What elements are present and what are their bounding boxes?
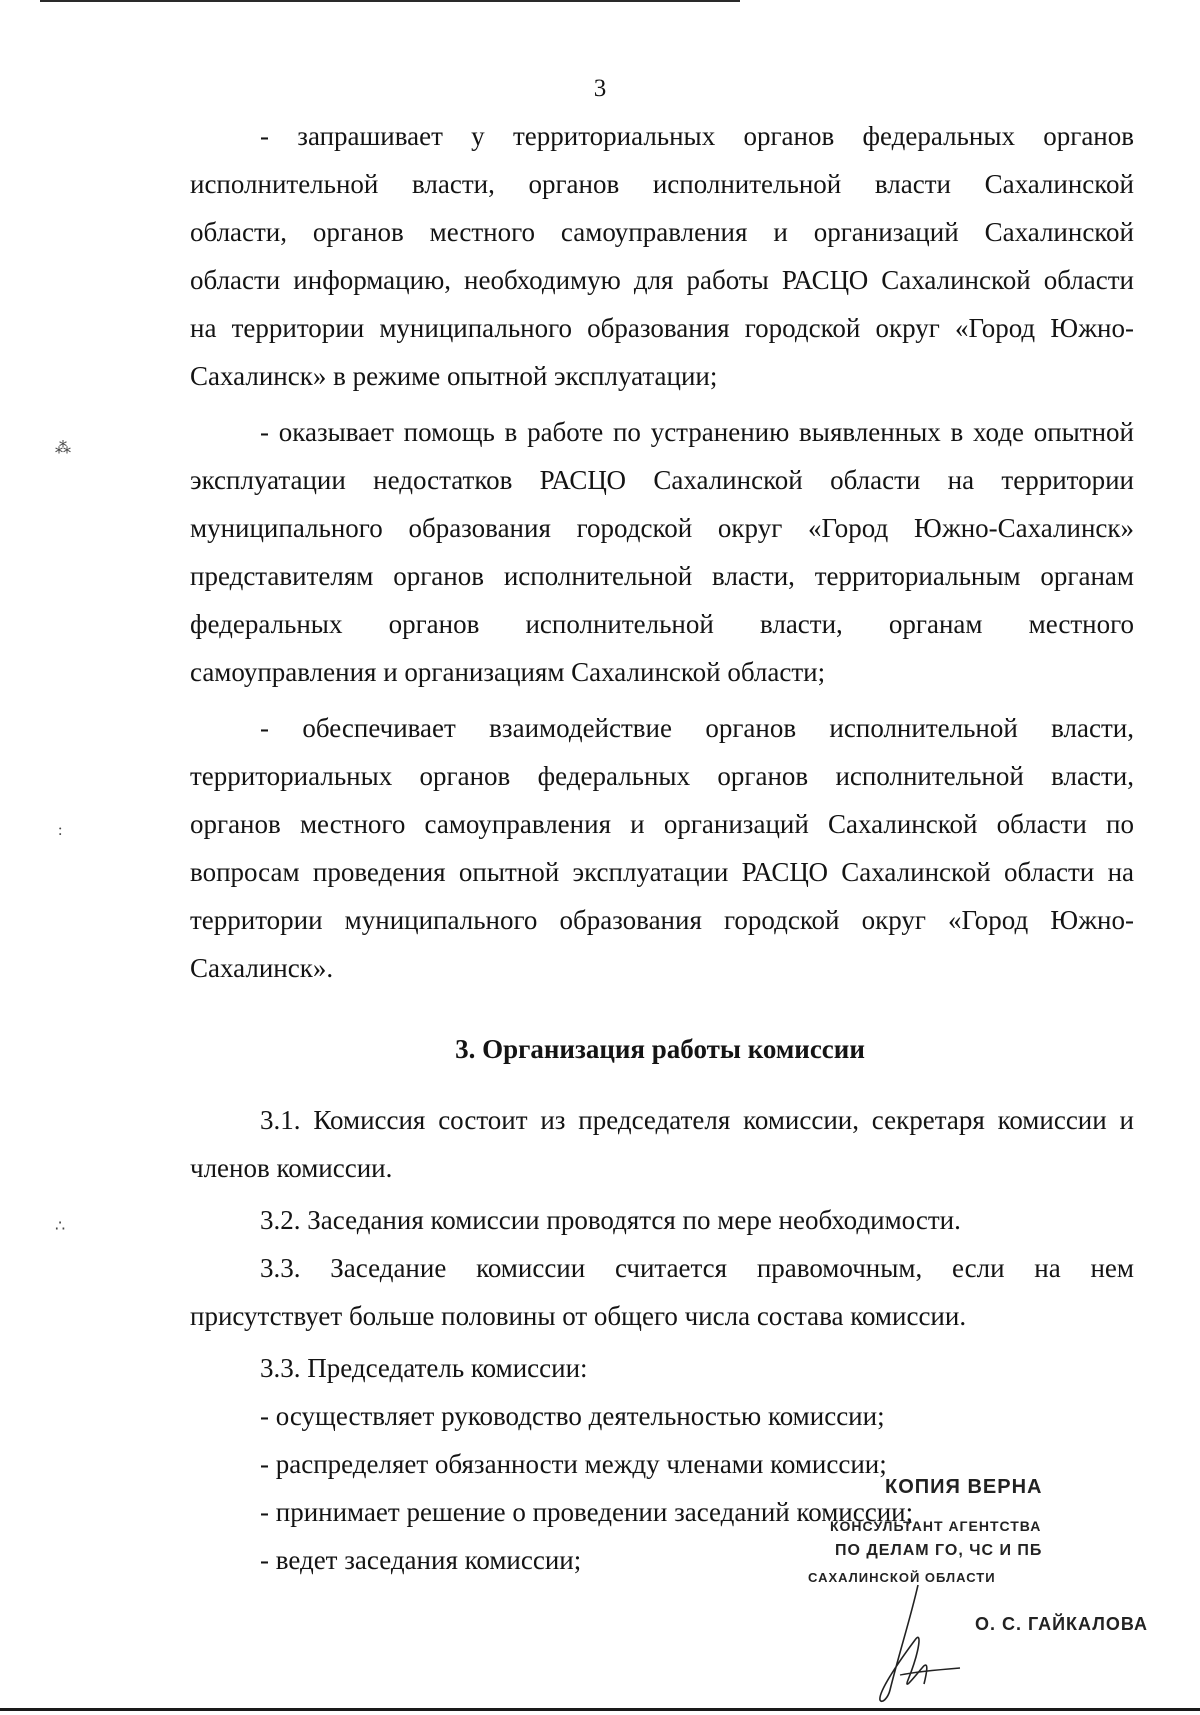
list-item: - принимает решение о проведении заседаний комиссии; xyxy=(260,1497,914,1527)
text-line: области, органов местного самоуправления и организаций Сахалинской xyxy=(190,217,1134,247)
scan-mark: ∴ xyxy=(55,1218,66,1235)
list-item: - осуществляет руководство деятельностью комиссии; xyxy=(260,1401,885,1431)
page-number: 3 xyxy=(593,75,607,102)
clause-3-3-chairman xyxy=(190,1344,1134,1392)
text-line: самоуправления и организациям Сахалинской области; xyxy=(190,657,826,687)
signer-name: О. С. ГАЙКАЛОВА xyxy=(975,1614,1148,1634)
text-line: муниципального образования городской округ «Город Южно-Сахалинск» xyxy=(190,513,1134,543)
scan-mark: : xyxy=(58,822,63,839)
stamp-region: САХАЛИНСКОЙ ОБЛАСТИ xyxy=(808,1570,996,1585)
text-line: членов комиссии. xyxy=(190,1153,393,1183)
text-line: на территории муниципального образования городской округ «Город Южно- xyxy=(190,313,1134,343)
list-item: - распределяет обязанности между членами комиссии; xyxy=(260,1449,887,1479)
text-line: органов местного самоуправления и организаций Сахалинской области по xyxy=(190,809,1134,839)
stamp-position: КОНСУЛЬТАНТ АГЕНТСТВА xyxy=(830,1518,1042,1534)
text-line: 3.1. Комиссия состоит из председателя комиссии, секретаря комиссии и xyxy=(260,1105,1134,1135)
text-line: вопросам проведения опытной эксплуатации РАСЦО Сахалинской области на xyxy=(190,857,1134,887)
scan-mark: ⁂ xyxy=(55,440,71,457)
paragraph-assists-work xyxy=(190,408,1134,696)
text-line: присутствует больше половины от общего числа состава комиссии. xyxy=(190,1301,967,1331)
paragraph-requests-info xyxy=(190,112,1134,400)
text-line: территориальных органов федеральных органов исполнительной власти, xyxy=(190,761,1134,791)
text-line: Сахалинск». xyxy=(190,953,334,983)
text-line: области информацию, необходимую для работы РАСЦО Сахалинской области xyxy=(190,265,1134,295)
clause-3-2 xyxy=(190,1196,1134,1244)
signature xyxy=(860,1580,980,1710)
text-line: - обеспечивает взаимодействие органов исполнительной власти, xyxy=(260,713,1134,743)
text-line: - оказывает помощь в работе по устранению выявленных в ходе опытной xyxy=(260,417,1134,447)
scan-edge-top xyxy=(40,0,740,2)
paragraph-ensures-cooperation xyxy=(190,704,1134,992)
clause-3-3-quorum xyxy=(190,1244,1134,1340)
list-item: - ведет заседания комиссии; xyxy=(260,1545,582,1575)
text-line: 3.3. Председатель комиссии: xyxy=(260,1353,588,1383)
text-line: 3.2. Заседания комиссии проводятся по мере необходимости. xyxy=(260,1205,961,1235)
text-line: территории муниципального образования городской округ «Город Южно- xyxy=(190,905,1134,935)
text-line: исполнительной власти, органов исполнительной власти Сахалинской xyxy=(190,169,1134,199)
text-line: - запрашивает у территориальных органов федеральных органов xyxy=(260,121,1134,151)
text-line: представителям органов исполнительной власти, территориальным органам xyxy=(190,561,1134,591)
stamp-copy-true: КОПИЯ ВЕРНА xyxy=(885,1476,1043,1498)
text-line: 3.3. Заседание комиссии считается правомочным, если на нем xyxy=(260,1253,1134,1283)
text-line: федеральных органов исполнительной власти, органам местного xyxy=(190,609,1134,639)
scan-edge-bottom xyxy=(0,1708,1200,1711)
text-line: эксплуатации недостатков РАСЦО Сахалинской области на территории xyxy=(190,465,1134,495)
section-heading: 3. Организация работы комиссии xyxy=(455,1034,865,1064)
clause-3-1 xyxy=(190,1096,1134,1192)
text-line: Сахалинск» в режиме опытной эксплуатации; xyxy=(190,361,718,391)
stamp-agency: ПО ДЕЛАМ ГО, ЧС И ПБ xyxy=(835,1542,1043,1559)
